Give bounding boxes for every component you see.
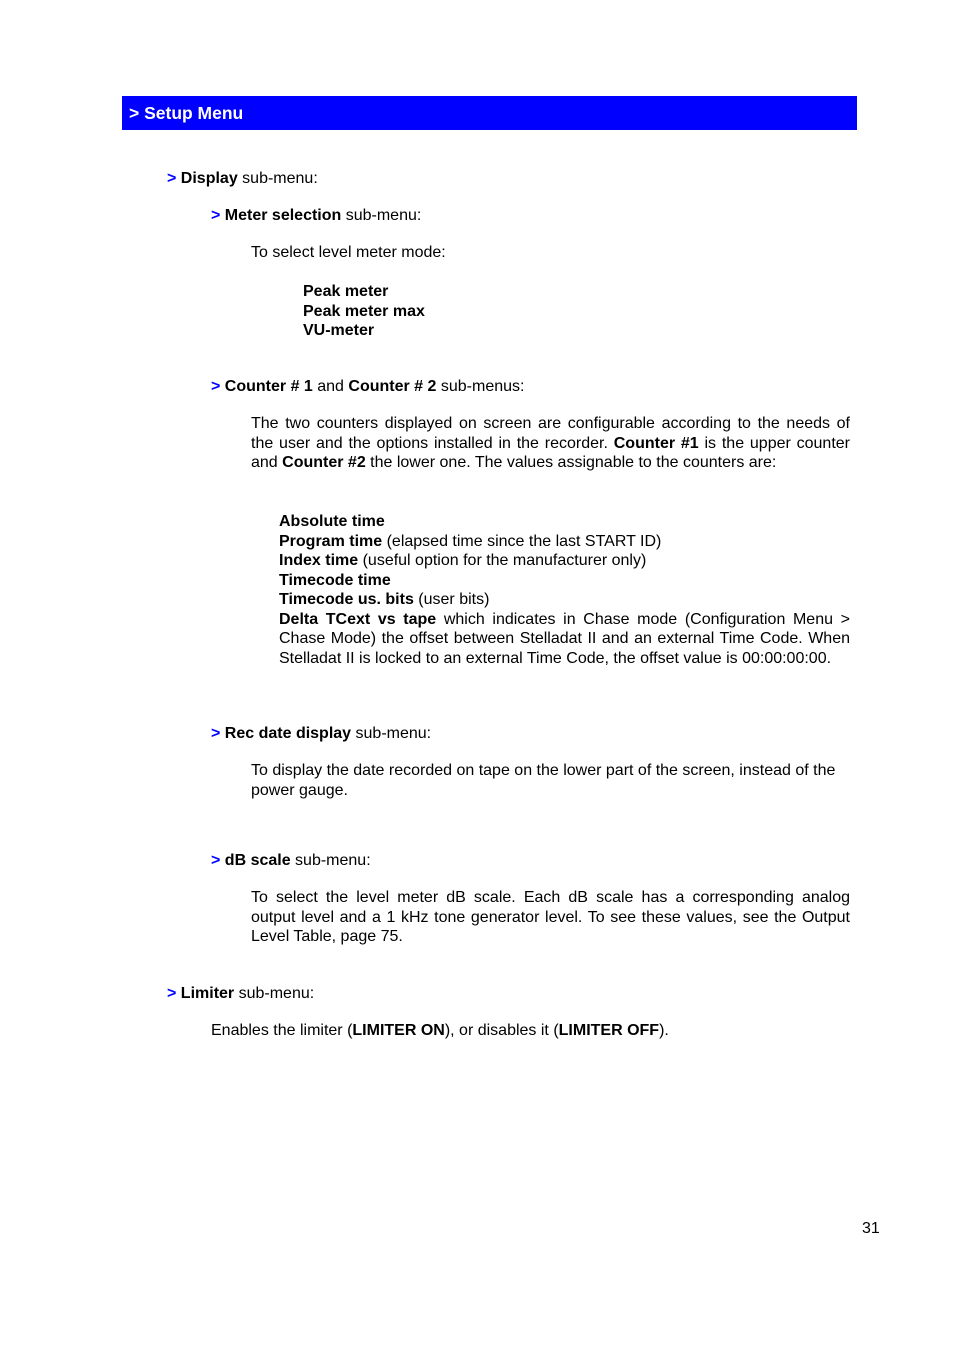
display-heading bbox=[167, 169, 318, 189]
counters-suffix: sub-menus: bbox=[436, 378, 525, 395]
meter-mode-item: Peak meter max bbox=[303, 302, 425, 320]
counter1-ref: Counter #1 bbox=[613, 434, 699, 452]
display-suffix: sub-menu: bbox=[237, 170, 318, 187]
limiter-off-label: LIMITER OFF bbox=[558, 1022, 660, 1039]
db-scale-heading bbox=[211, 851, 371, 871]
rec-date-name: Rec date display bbox=[224, 725, 352, 742]
counter1-name: Counter # 1 bbox=[224, 378, 313, 395]
counter-values-list bbox=[279, 512, 850, 668]
arrow-icon: > bbox=[211, 378, 221, 395]
counters-text-2: is the upper counter and bbox=[251, 434, 850, 471]
rec-date-heading bbox=[211, 724, 431, 744]
limiter-suffix: sub-menu: bbox=[234, 985, 315, 1002]
display-name: Display bbox=[180, 170, 238, 187]
meter-selection-intro: To select level meter mode: bbox=[251, 244, 446, 261]
meter-mode-item: Peak meter bbox=[303, 283, 389, 300]
counters-text-1: The two counters displayed on screen are configurable according to the needs of the user and the options installed in the recorder. bbox=[251, 415, 850, 452]
counters-heading bbox=[211, 377, 524, 397]
meter-selection-name: Meter selection bbox=[224, 207, 342, 224]
counter2-ref: Counter #2 bbox=[282, 454, 366, 471]
db-scale-name: dB scale bbox=[224, 852, 291, 869]
page-number: 31 bbox=[862, 1220, 880, 1237]
meter-mode-list bbox=[303, 282, 425, 341]
arrow-icon: > bbox=[211, 725, 221, 742]
counter-value-item: Program time (elapsed time since the last START ID) bbox=[279, 532, 662, 550]
db-scale-description: To select the level meter dB scale. Each dB scale has a corresponding analog output level and a 1 kHz tone generator level. To see these values, see the Output Level Table, page 75. bbox=[251, 889, 850, 945]
limiter-heading bbox=[167, 984, 314, 1004]
counter-value-item: Index time (useful option for the manufacturer only) bbox=[279, 552, 647, 569]
counters-and: and bbox=[312, 378, 349, 395]
limiter-on-label: LIMITER ON bbox=[352, 1022, 445, 1039]
counters-description bbox=[251, 414, 850, 473]
arrow-icon: > bbox=[167, 170, 177, 187]
counters-text-3: the lower one. The values assignable to the counters are: bbox=[365, 454, 777, 471]
section-title-banner: > Setup Menu bbox=[122, 96, 857, 130]
arrow-icon: > bbox=[167, 985, 177, 1002]
arrow-icon: > bbox=[211, 207, 221, 224]
counter2-name: Counter # 2 bbox=[348, 378, 437, 395]
db-scale-suffix: sub-menu: bbox=[290, 852, 371, 869]
limiter-description: Enables the limiter (LIMITER ON), or disables it (LIMITER OFF). bbox=[211, 1022, 669, 1039]
counter-value-item: Absolute time bbox=[279, 513, 385, 530]
meter-selection-suffix: sub-menu: bbox=[341, 207, 422, 224]
counter-value-item: Timecode time bbox=[279, 571, 391, 589]
meter-selection-heading bbox=[211, 206, 421, 226]
rec-date-description: To display the date recorded on tape on the lower part of the screen, instead of the power gauge. bbox=[251, 762, 836, 799]
arrow-icon: > bbox=[211, 852, 221, 869]
limiter-name: Limiter bbox=[180, 985, 235, 1002]
counter-value-item: Timecode us. bits (user bits) bbox=[279, 591, 490, 608]
counter-value-item: Delta TCext vs tape which indicates in Chase mode (Configuration Menu > Chase Mode) the offset between Stelladat II and an external Time Code. When Stelladat II is locked to an external Time Code, the offset value is 00:00:00:00. bbox=[279, 610, 850, 667]
rec-date-suffix: sub-menu: bbox=[351, 725, 432, 742]
meter-mode-item: VU-meter bbox=[303, 322, 375, 339]
